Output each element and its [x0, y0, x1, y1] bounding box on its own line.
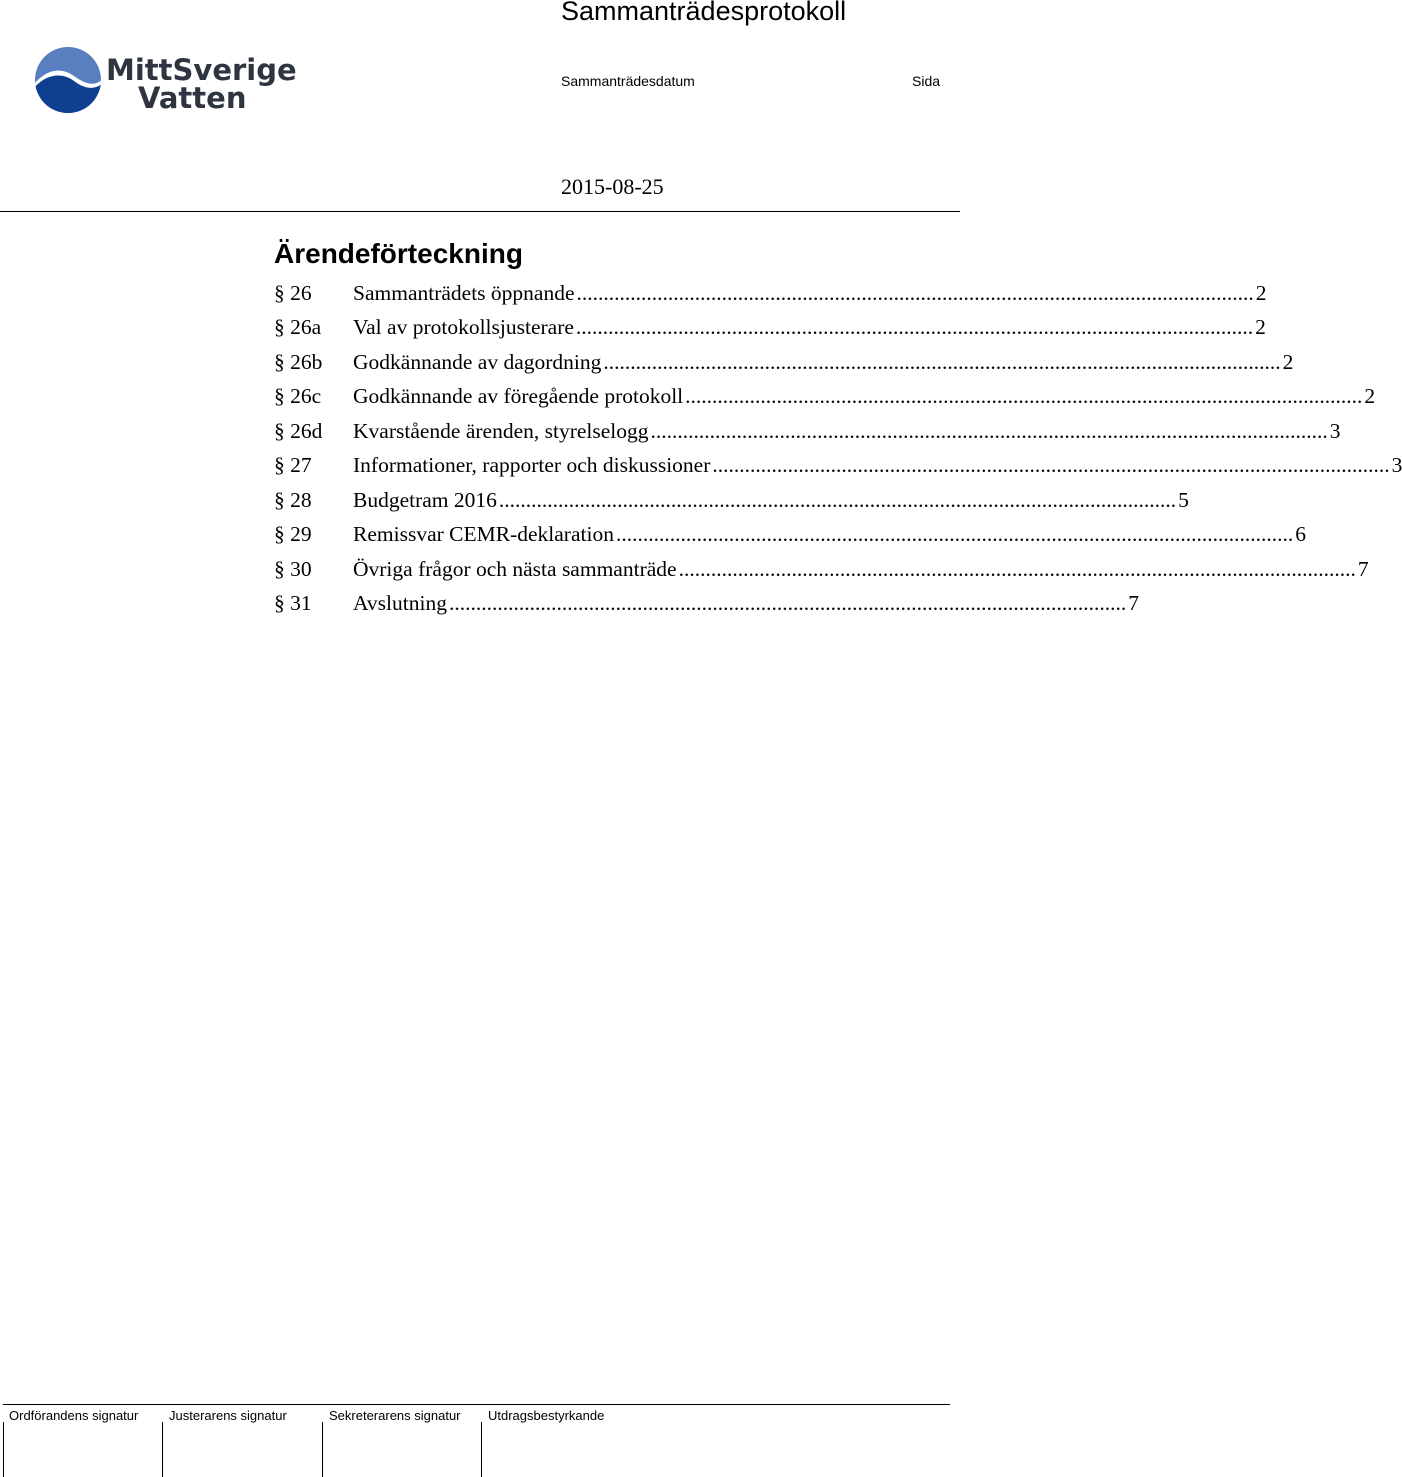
- toc-page-number: 2: [1364, 384, 1376, 409]
- toc-page-number: 3: [1329, 418, 1341, 443]
- toc-section-number: § 30: [274, 556, 312, 581]
- toc-leader-dots: ..............................................................................................................................: [448, 591, 1127, 616]
- chair-signature-label: Ordförandens signatur: [9, 1408, 139, 1423]
- toc-page-number: 7: [1357, 556, 1369, 581]
- toc-list: [274, 276, 1402, 621]
- toc-item[interactable]: [274, 518, 1306, 553]
- toc-leader-dots: ..............................................................................................................................: [615, 522, 1294, 547]
- meeting-date: 2015-08-25: [561, 174, 664, 199]
- logo-text-line2: Vatten: [138, 81, 247, 115]
- toc-heading: Ärendeförteckning: [274, 238, 523, 269]
- toc-title: Informationer, rapporter och diskussioner: [353, 453, 711, 478]
- toc-item[interactable]: [274, 311, 1266, 346]
- toc-leader-dots: ..............................................................................................................................: [650, 418, 1328, 443]
- toc-title: Godkännande av dagordning: [353, 349, 602, 374]
- toc-section-number: § 28: [274, 487, 312, 512]
- toc-title: Budgetram 2016: [353, 487, 497, 512]
- footer-divider: [162, 1422, 163, 1477]
- toc-leader-dots: ..............................................................................................................................: [498, 487, 1177, 512]
- toc-title: Kvarstående ärenden, styrelselogg: [353, 418, 649, 443]
- toc-item[interactable]: [274, 380, 1376, 415]
- meeting-date-label: Sammanträdesdatum: [561, 73, 695, 89]
- toc-item[interactable]: [274, 483, 1189, 518]
- toc-title: Remissvar CEMR-deklaration: [353, 522, 614, 547]
- certification-label: Utdragsbestyrkande: [488, 1408, 605, 1423]
- toc-leader-dots: ..............................................................................................................................: [685, 384, 1363, 409]
- toc-item[interactable]: [274, 345, 1294, 380]
- water-drop-icon: [34, 26, 297, 134]
- toc-section-number: § 26c: [274, 384, 322, 409]
- toc-page-number: 7: [1128, 591, 1139, 616]
- toc-section-number: § 26: [274, 280, 312, 305]
- toc-title: Val av protokollsjusterare: [353, 315, 574, 340]
- toc-item[interactable]: [274, 552, 1369, 587]
- document-title: Sammanträdesprotokoll: [561, 0, 847, 26]
- toc-section-number: § 26b: [274, 349, 323, 374]
- toc-leader-dots: ..............................................................................................................................: [576, 280, 1254, 305]
- toc-item[interactable]: [274, 449, 1402, 484]
- toc-leader-dots: ..............................................................................................................................: [603, 349, 1281, 374]
- toc-item[interactable]: [274, 587, 1139, 622]
- toc-page-number: 5: [1178, 487, 1189, 512]
- footer-divider: [481, 1422, 482, 1477]
- toc-page-number: 3: [1391, 453, 1402, 478]
- toc-leader-dots: ..............................................................................................................................: [678, 556, 1356, 581]
- header-divider: [0, 211, 960, 212]
- toc-item[interactable]: [274, 276, 1267, 311]
- toc-section-number: § 29: [274, 522, 312, 547]
- footer-divider: [3, 1422, 4, 1477]
- signature-footer: [3, 1404, 950, 1477]
- toc-leader-dots: ..............................................................................................................................: [575, 315, 1254, 340]
- mittsverige-vatten-logo: [34, 26, 297, 134]
- toc-title: Övriga frågor och nästa sammanträde: [353, 556, 677, 581]
- adjuster-signature-label: Justerarens signatur: [169, 1408, 287, 1423]
- toc-title: Godkännande av föregående protokoll: [353, 384, 684, 409]
- toc-section-number: § 27: [274, 453, 312, 478]
- toc-section-number: § 31: [274, 591, 312, 616]
- toc-title: Sammanträdets öppnande: [353, 280, 575, 305]
- toc-section-number: § 26d: [274, 418, 323, 443]
- toc-section-number: § 26a: [274, 315, 322, 340]
- toc-page-number: 2: [1255, 315, 1266, 340]
- toc-page-number: 2: [1255, 280, 1267, 305]
- toc-page-number: 2: [1282, 349, 1294, 374]
- toc-leader-dots: ..............................................................................................................................: [712, 453, 1390, 478]
- toc-item[interactable]: [274, 414, 1341, 449]
- page-label: Sida: [912, 73, 941, 89]
- secretary-signature-label: Sekreterarens signatur: [329, 1408, 461, 1423]
- logo-text-line1: MittSverige: [106, 53, 297, 87]
- footer-divider: [322, 1422, 323, 1477]
- toc-title: Avslutning: [353, 591, 447, 616]
- toc-page-number: 6: [1295, 522, 1306, 547]
